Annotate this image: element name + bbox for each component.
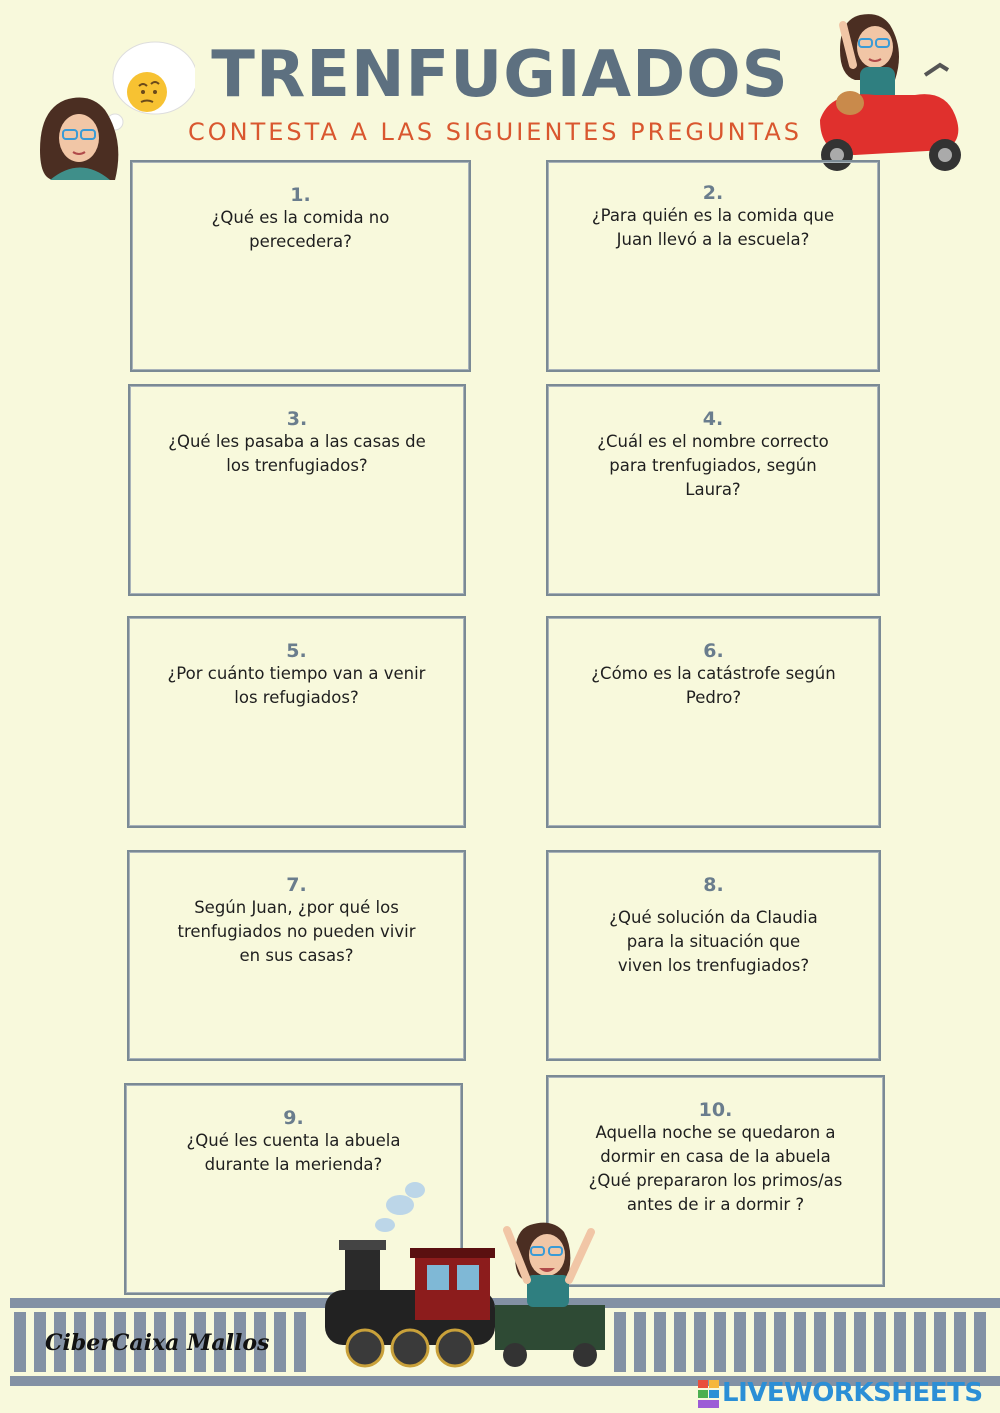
question-text: ¿Para quién es la comida que Juan llevó a la escuela?	[591, 206, 835, 249]
question-text: ¿Cuál es el nombre correcto para trenfugiados, según Laura?	[597, 432, 829, 499]
question-box-2	[546, 160, 880, 372]
question-text: ¿Qué solución da Claudia para la situación que viven los trenfugiados?	[609, 908, 818, 975]
question-text: Aquella noche se quedaron a dormir en casa de la abuela ¿Qué prepararon los primos/as antes de ir a dormir ?	[588, 1123, 843, 1214]
question-number: 10.	[698, 1099, 733, 1121]
brand-label: LIVEWORKSHEETS	[722, 1378, 983, 1408]
question-number: 5.	[286, 640, 307, 662]
question-box-6	[546, 616, 881, 828]
question-text: ¿Qué es la comida no perecedera?	[211, 208, 390, 251]
question-number: 3.	[286, 408, 308, 430]
question-box-1	[130, 160, 471, 372]
question-text: ¿Por cuánto tiempo van a venir los refugiados?	[167, 664, 426, 707]
question-text: Según Juan, ¿por qué los trenfugiados no pueden vivir en sus casas?	[177, 898, 416, 965]
question-number: 4.	[702, 408, 724, 430]
page-subtitle: CONTESTA A LAS SIGUIENTES PREGUNTAS	[188, 118, 802, 146]
author-signature: CiberCaixa Mallos	[45, 1330, 270, 1356]
question-number: 2.	[702, 182, 724, 204]
question-box-8	[546, 850, 881, 1061]
thinking-avatar-icon	[35, 30, 195, 180]
question-box-4	[546, 384, 880, 596]
question-box-5	[127, 616, 466, 828]
question-box-3	[128, 384, 466, 596]
question-box-7	[127, 850, 466, 1061]
question-number: 7.	[286, 874, 307, 896]
question-text: ¿Cómo es la catástrofe según Pedro?	[591, 664, 836, 707]
scooter-avatar-icon	[805, 5, 975, 180]
question-number: 8.	[703, 874, 724, 896]
question-text: ¿Qué les pasaba a las casas de los trenfugiados?	[168, 432, 426, 475]
train-avatar-icon	[315, 1170, 615, 1375]
question-number: 9.	[283, 1107, 304, 1129]
question-number: 1.	[290, 184, 311, 206]
page-title: TRENFUGIADOS	[211, 38, 789, 112]
liveworksheets-logo-icon	[698, 1380, 720, 1408]
question-text: ¿Qué les cuenta la abuela durante la merienda?	[186, 1131, 401, 1174]
question-number: 6.	[703, 640, 724, 662]
